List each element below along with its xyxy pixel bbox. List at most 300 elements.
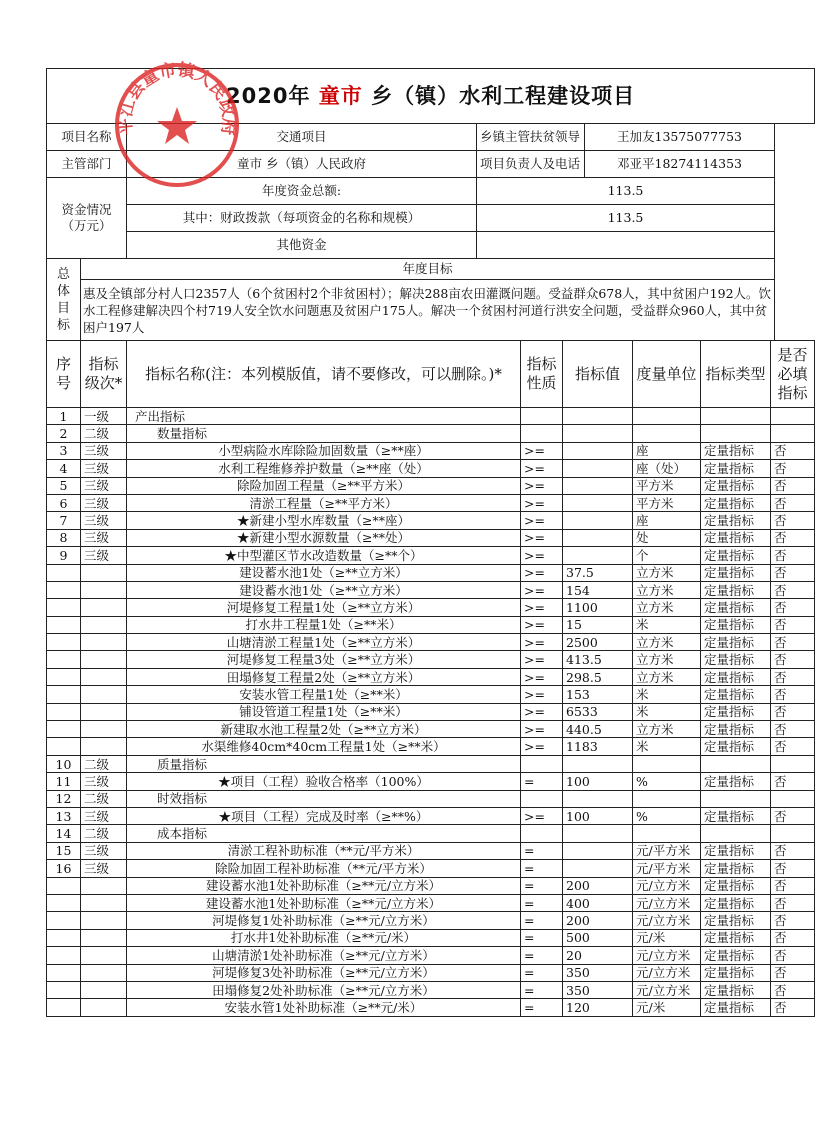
- row-type: 定量指标: [701, 860, 771, 877]
- row-seq: [47, 721, 81, 738]
- row-seq: 7: [47, 512, 81, 529]
- row-nature: =: [521, 842, 563, 859]
- row-type: 定量指标: [701, 512, 771, 529]
- row-name: 建设蓄水池1处（≥**立方米）: [127, 564, 521, 581]
- table-row: [47, 825, 815, 842]
- row-unit: [633, 790, 701, 807]
- row-value: [563, 460, 633, 477]
- row-unit: [633, 408, 701, 425]
- row-seq: 6: [47, 494, 81, 511]
- row-nature: >=: [521, 460, 563, 477]
- row-seq: 9: [47, 547, 81, 564]
- row-unit: 元/立方米: [633, 894, 701, 911]
- row-required: 否: [771, 599, 815, 616]
- row-value: [563, 425, 633, 442]
- total-value: 113.5: [477, 178, 775, 205]
- row-required: 否: [771, 477, 815, 494]
- row-level: [81, 738, 127, 755]
- row-seq: 5: [47, 477, 81, 494]
- row-nature: >=: [521, 807, 563, 824]
- row-unit: 元/平方米: [633, 860, 701, 877]
- row-required: [771, 425, 815, 442]
- row-unit: 座（处）: [633, 460, 701, 477]
- row-type: 定量指标: [701, 842, 771, 859]
- row-unit: %: [633, 773, 701, 790]
- row-unit: 处: [633, 529, 701, 546]
- row-required: 否: [771, 964, 815, 981]
- row-name: 河堤修复1处补助标准（≥**元/立方米）: [127, 912, 521, 929]
- row-nature: >=: [521, 738, 563, 755]
- row-nature: [521, 755, 563, 772]
- funds-table: [46, 177, 775, 259]
- row-value: 153: [563, 686, 633, 703]
- row-nature: >=: [521, 529, 563, 546]
- row-value: 350: [563, 981, 633, 998]
- table-row: [47, 425, 815, 442]
- row-required: 否: [771, 894, 815, 911]
- row-seq: [47, 929, 81, 946]
- row-level: 三级: [81, 773, 127, 790]
- row-nature: >=: [521, 616, 563, 633]
- row-required: 否: [771, 860, 815, 877]
- row-type: 定量指标: [701, 547, 771, 564]
- row-required: 否: [771, 651, 815, 668]
- row-level: [81, 686, 127, 703]
- row-required: 否: [771, 877, 815, 894]
- row-value: [563, 755, 633, 772]
- row-unit: 米: [633, 738, 701, 755]
- row-seq: [47, 634, 81, 651]
- row-level: [81, 981, 127, 998]
- row-name: 安装水管1处补助标准（≥**元/米）: [127, 999, 521, 1016]
- row-level: [81, 703, 127, 720]
- project-name-label: 项目名称: [47, 124, 127, 151]
- dept: 童市 乡（镇）人民政府: [127, 151, 477, 178]
- row-name: 清淤工程补助标准（**元/平方米）: [127, 842, 521, 859]
- header-seq: 序号: [47, 341, 81, 408]
- row-nature: >=: [521, 686, 563, 703]
- row-nature: >=: [521, 494, 563, 511]
- row-unit: 座: [633, 442, 701, 459]
- row-name: 除险加固工程补助标准（**元/平方米）: [127, 860, 521, 877]
- row-level: [81, 599, 127, 616]
- row-value: 413.5: [563, 651, 633, 668]
- row-type: 定量指标: [701, 442, 771, 459]
- row-name: 水利工程维修养护数量（≥**座（处）: [127, 460, 521, 477]
- row-nature: >=: [521, 564, 563, 581]
- row-level: [81, 564, 127, 581]
- row-name: ★中型灌区节水改造数量（≥**个）: [127, 547, 521, 564]
- row-nature: =: [521, 912, 563, 929]
- table-row: [47, 477, 815, 494]
- row-unit: 平方米: [633, 477, 701, 494]
- row-value: 200: [563, 912, 633, 929]
- row-unit: 元/立方米: [633, 947, 701, 964]
- row-unit: 个: [633, 547, 701, 564]
- row-value: 400: [563, 894, 633, 911]
- row-type: 定量指标: [701, 581, 771, 598]
- contact: 邓亚平18274114353: [585, 151, 775, 178]
- row-nature: =: [521, 947, 563, 964]
- table-row: [47, 929, 815, 946]
- row-value: 20: [563, 947, 633, 964]
- table-row: [47, 912, 815, 929]
- row-level: 三级: [81, 807, 127, 824]
- row-required: 否: [771, 494, 815, 511]
- row-value: 6533: [563, 703, 633, 720]
- row-seq: [47, 651, 81, 668]
- row-type: 定量指标: [701, 494, 771, 511]
- row-nature: [521, 408, 563, 425]
- row-level: 三级: [81, 529, 127, 546]
- row-type: 定量指标: [701, 894, 771, 911]
- row-name: 打水井1处补助标准（≥**元/米）: [127, 929, 521, 946]
- leader-label: 乡镇主管扶贫领导: [477, 124, 585, 151]
- row-nature: =: [521, 981, 563, 998]
- row-level: 三级: [81, 460, 127, 477]
- row-value: [563, 790, 633, 807]
- row-type: 定量指标: [701, 616, 771, 633]
- row-unit: [633, 425, 701, 442]
- row-value: [563, 494, 633, 511]
- table-row: [47, 547, 815, 564]
- row-nature: [521, 425, 563, 442]
- row-required: 否: [771, 929, 815, 946]
- row-type: [701, 408, 771, 425]
- row-type: 定量指标: [701, 999, 771, 1016]
- row-name: 建设蓄水池1处补助标准（≥**元/立方米）: [127, 877, 521, 894]
- row-type: 定量指标: [701, 981, 771, 998]
- row-name: ★项目（工程）验收合格率（100%）: [127, 773, 521, 790]
- row-value: [563, 825, 633, 842]
- table-row: [47, 460, 815, 477]
- row-required: 否: [771, 442, 815, 459]
- row-level: 三级: [81, 547, 127, 564]
- row-required: 否: [771, 547, 815, 564]
- indicator-table: [46, 340, 815, 1017]
- goal-label: 总体目标: [47, 259, 81, 341]
- funds-label: 资金情况（万元）: [47, 178, 127, 259]
- row-value: 100: [563, 807, 633, 824]
- seal-text: 平江县童市镇人民政府: [115, 60, 239, 137]
- table-row: [47, 999, 815, 1016]
- row-name: ★新建小型水源数量（≥**处）: [127, 529, 521, 546]
- row-level: [81, 964, 127, 981]
- row-unit: 立方米: [633, 668, 701, 685]
- row-value: 440.5: [563, 721, 633, 738]
- row-level: [81, 912, 127, 929]
- row-type: 定量指标: [701, 599, 771, 616]
- row-required: 否: [771, 999, 815, 1016]
- row-required: 否: [771, 460, 815, 477]
- row-nature: >=: [521, 442, 563, 459]
- table-row: [47, 529, 815, 546]
- row-type: 定量指标: [701, 721, 771, 738]
- row-unit: 座: [633, 512, 701, 529]
- row-value: 2500: [563, 634, 633, 651]
- row-unit: 立方米: [633, 721, 701, 738]
- row-seq: [47, 964, 81, 981]
- row-required: 否: [771, 564, 815, 581]
- leader: 王加友13575077753: [585, 124, 775, 151]
- row-name: 新建取水池工程量2处（≥**立方米）: [127, 721, 521, 738]
- row-type: 定量指标: [701, 877, 771, 894]
- header-value: 指标值: [563, 341, 633, 408]
- table-row: [47, 616, 815, 633]
- row-required: 否: [771, 668, 815, 685]
- table-row: [47, 703, 815, 720]
- row-level: 三级: [81, 860, 127, 877]
- table-row: [47, 581, 815, 598]
- row-required: 否: [771, 616, 815, 633]
- row-name: 铺设管道工程量1处（≥**米）: [127, 703, 521, 720]
- row-nature: =: [521, 999, 563, 1016]
- row-required: [771, 408, 815, 425]
- row-unit: [633, 825, 701, 842]
- row-type: 定量指标: [701, 807, 771, 824]
- row-value: [563, 512, 633, 529]
- row-level: [81, 999, 127, 1016]
- table-row: [47, 599, 815, 616]
- row-name: 山塘清淤1处补助标准（≥**元/立方米）: [127, 947, 521, 964]
- row-required: [771, 790, 815, 807]
- row-type: 定量指标: [701, 964, 771, 981]
- row-type: [701, 825, 771, 842]
- row-type: [701, 755, 771, 772]
- row-unit: 立方米: [633, 581, 701, 598]
- table-row: [47, 964, 815, 981]
- row-nature: =: [521, 964, 563, 981]
- row-unit: 元/立方米: [633, 981, 701, 998]
- row-type: 定量指标: [701, 651, 771, 668]
- row-required: 否: [771, 721, 815, 738]
- table-row: [47, 755, 815, 772]
- row-seq: [47, 581, 81, 598]
- project-table: [46, 68, 815, 124]
- table-row: [47, 686, 815, 703]
- row-name: 河堤修复工程量3处（≥**立方米）: [127, 651, 521, 668]
- row-name: 数量指标: [127, 425, 521, 442]
- page-title: [47, 69, 815, 124]
- row-required: [771, 755, 815, 772]
- table-row: [47, 947, 815, 964]
- row-name: 产出指标: [127, 408, 521, 425]
- row-seq: [47, 738, 81, 755]
- row-required: 否: [771, 981, 815, 998]
- row-value: 298.5: [563, 668, 633, 685]
- row-nature: =: [521, 773, 563, 790]
- row-nature: >=: [521, 599, 563, 616]
- project-name: 交通项目: [127, 124, 477, 151]
- row-required: 否: [771, 738, 815, 755]
- row-level: 三级: [81, 842, 127, 859]
- row-value: 154: [563, 581, 633, 598]
- goal-text: 惠及全镇部分村人口2357人（6个贫困村2个非贫困村）；解决288亩农田灌溉问题。受益群众678人，其中贫困户192人。饮水工程修建解决四个村719人安全饮水问题惠及贫困户175人。解决一个贫困村河道行洪安全问题，受益群众960人，其中贫困户197人: [81, 280, 775, 341]
- row-seq: 11: [47, 773, 81, 790]
- row-level: [81, 947, 127, 964]
- table-row: [47, 790, 815, 807]
- row-unit: 元/立方米: [633, 964, 701, 981]
- row-name: 安装水管工程量1处（≥**米）: [127, 686, 521, 703]
- row-level: 三级: [81, 512, 127, 529]
- header-type: 指标类型: [701, 341, 771, 408]
- row-name: 河堤修复3处补助标准（≥**元/立方米）: [127, 964, 521, 981]
- row-name: 建设蓄水池1处（≥**立方米）: [127, 581, 521, 598]
- row-unit: 元/米: [633, 999, 701, 1016]
- row-seq: [47, 877, 81, 894]
- row-required: [771, 825, 815, 842]
- table-row: [47, 634, 815, 651]
- row-nature: >=: [521, 651, 563, 668]
- row-level: [81, 581, 127, 598]
- row-seq: 12: [47, 790, 81, 807]
- row-nature: >=: [521, 547, 563, 564]
- header-name: 指标名称(注：本列模版值，请不要修改，可以删除。)*: [127, 341, 521, 408]
- title-rest: 乡（镇）水利工程建设项目: [371, 84, 636, 108]
- row-level: 一级: [81, 408, 127, 425]
- table-row: [47, 494, 815, 511]
- row-level: [81, 634, 127, 651]
- row-unit: 元/平方米: [633, 842, 701, 859]
- row-seq: [47, 912, 81, 929]
- row-type: 定量指标: [701, 773, 771, 790]
- table-row: [47, 807, 815, 824]
- row-seq: [47, 981, 81, 998]
- row-nature: >=: [521, 721, 563, 738]
- row-nature: >=: [521, 634, 563, 651]
- total-label: 年度资金总额:: [127, 178, 477, 205]
- row-seq: [47, 894, 81, 911]
- header-level: 指标级次*: [81, 341, 127, 408]
- row-level: 二级: [81, 825, 127, 842]
- row-nature: =: [521, 894, 563, 911]
- info-table: [46, 123, 775, 178]
- row-name: 打水井工程量1处（≥**米）: [127, 616, 521, 633]
- row-value: [563, 477, 633, 494]
- row-seq: [47, 599, 81, 616]
- row-level: [81, 894, 127, 911]
- row-type: 定量指标: [701, 564, 771, 581]
- row-level: 三级: [81, 442, 127, 459]
- row-level: 二级: [81, 425, 127, 442]
- row-type: 定量指标: [701, 947, 771, 964]
- row-level: [81, 721, 127, 738]
- goal-table: [46, 258, 775, 341]
- row-unit: 立方米: [633, 599, 701, 616]
- row-value: 500: [563, 929, 633, 946]
- fiscal-value: 113.5: [477, 205, 775, 232]
- row-seq: [47, 999, 81, 1016]
- row-name: 田塌修复2处补助标准（≥**元/立方米）: [127, 981, 521, 998]
- table-row: [47, 842, 815, 859]
- row-name: 时效指标: [127, 790, 521, 807]
- row-unit: 元/立方米: [633, 877, 701, 894]
- row-nature: >=: [521, 703, 563, 720]
- row-level: [81, 616, 127, 633]
- row-unit: 米: [633, 703, 701, 720]
- row-unit: %: [633, 807, 701, 824]
- row-value: [563, 860, 633, 877]
- table-row: [47, 512, 815, 529]
- row-value: 15: [563, 616, 633, 633]
- title-year: 2020年: [226, 84, 311, 108]
- row-level: [81, 651, 127, 668]
- header-required: 是否必填指标: [771, 341, 815, 408]
- row-value: 37.5: [563, 564, 633, 581]
- row-type: 定量指标: [701, 912, 771, 929]
- table-row: [47, 981, 815, 998]
- row-name: ★新建小型水库数量（≥**座）: [127, 512, 521, 529]
- other-label: 其他资金: [127, 232, 477, 259]
- row-value: 200: [563, 877, 633, 894]
- row-name: ★项目（工程）完成及时率（≥**%）: [127, 807, 521, 824]
- row-nature: =: [521, 877, 563, 894]
- table-row: [47, 564, 815, 581]
- row-seq: [47, 686, 81, 703]
- row-level: 二级: [81, 755, 127, 772]
- row-level: [81, 668, 127, 685]
- row-name: 河堤修复工程量1处（≥**立方米）: [127, 599, 521, 616]
- row-type: 定量指标: [701, 929, 771, 946]
- row-value: [563, 442, 633, 459]
- row-nature: =: [521, 860, 563, 877]
- row-type: 定量指标: [701, 703, 771, 720]
- row-name: 小型病险水库除险加固数量（≥**座）: [127, 442, 521, 459]
- table-row: [47, 773, 815, 790]
- row-unit: 平方米: [633, 494, 701, 511]
- row-value: [563, 408, 633, 425]
- row-seq: 4: [47, 460, 81, 477]
- table-row: [47, 442, 815, 459]
- row-required: 否: [771, 529, 815, 546]
- row-type: 定量指标: [701, 634, 771, 651]
- row-seq: [47, 616, 81, 633]
- row-seq: [47, 564, 81, 581]
- row-required: 否: [771, 947, 815, 964]
- row-required: 否: [771, 512, 815, 529]
- row-type: [701, 425, 771, 442]
- table-row: [47, 860, 815, 877]
- header-unit: 度量单位: [633, 341, 701, 408]
- row-seq: 3: [47, 442, 81, 459]
- row-value: [563, 529, 633, 546]
- row-type: [701, 790, 771, 807]
- row-nature: >=: [521, 477, 563, 494]
- row-nature: >=: [521, 581, 563, 598]
- row-seq: 16: [47, 860, 81, 877]
- row-name: 田塌修复工程量2处（≥**立方米）: [127, 668, 521, 685]
- row-level: [81, 877, 127, 894]
- row-name: 水渠维修40cm*40cm工程量1处（≥**米）: [127, 738, 521, 755]
- document-page: [46, 68, 808, 1017]
- row-name: 清淤工程量（≥**平方米）: [127, 494, 521, 511]
- row-level: 三级: [81, 494, 127, 511]
- dept-label: 主管部门: [47, 151, 127, 178]
- row-seq: [47, 668, 81, 685]
- table-row: [47, 721, 815, 738]
- title-town: 童市: [318, 84, 363, 108]
- row-level: 三级: [81, 477, 127, 494]
- row-type: 定量指标: [701, 668, 771, 685]
- row-nature: [521, 790, 563, 807]
- row-nature: =: [521, 929, 563, 946]
- contact-label: 项目负责人及电话: [477, 151, 585, 178]
- row-required: 否: [771, 686, 815, 703]
- row-seq: 8: [47, 529, 81, 546]
- row-value: 100: [563, 773, 633, 790]
- row-required: 否: [771, 807, 815, 824]
- row-name: 成本指标: [127, 825, 521, 842]
